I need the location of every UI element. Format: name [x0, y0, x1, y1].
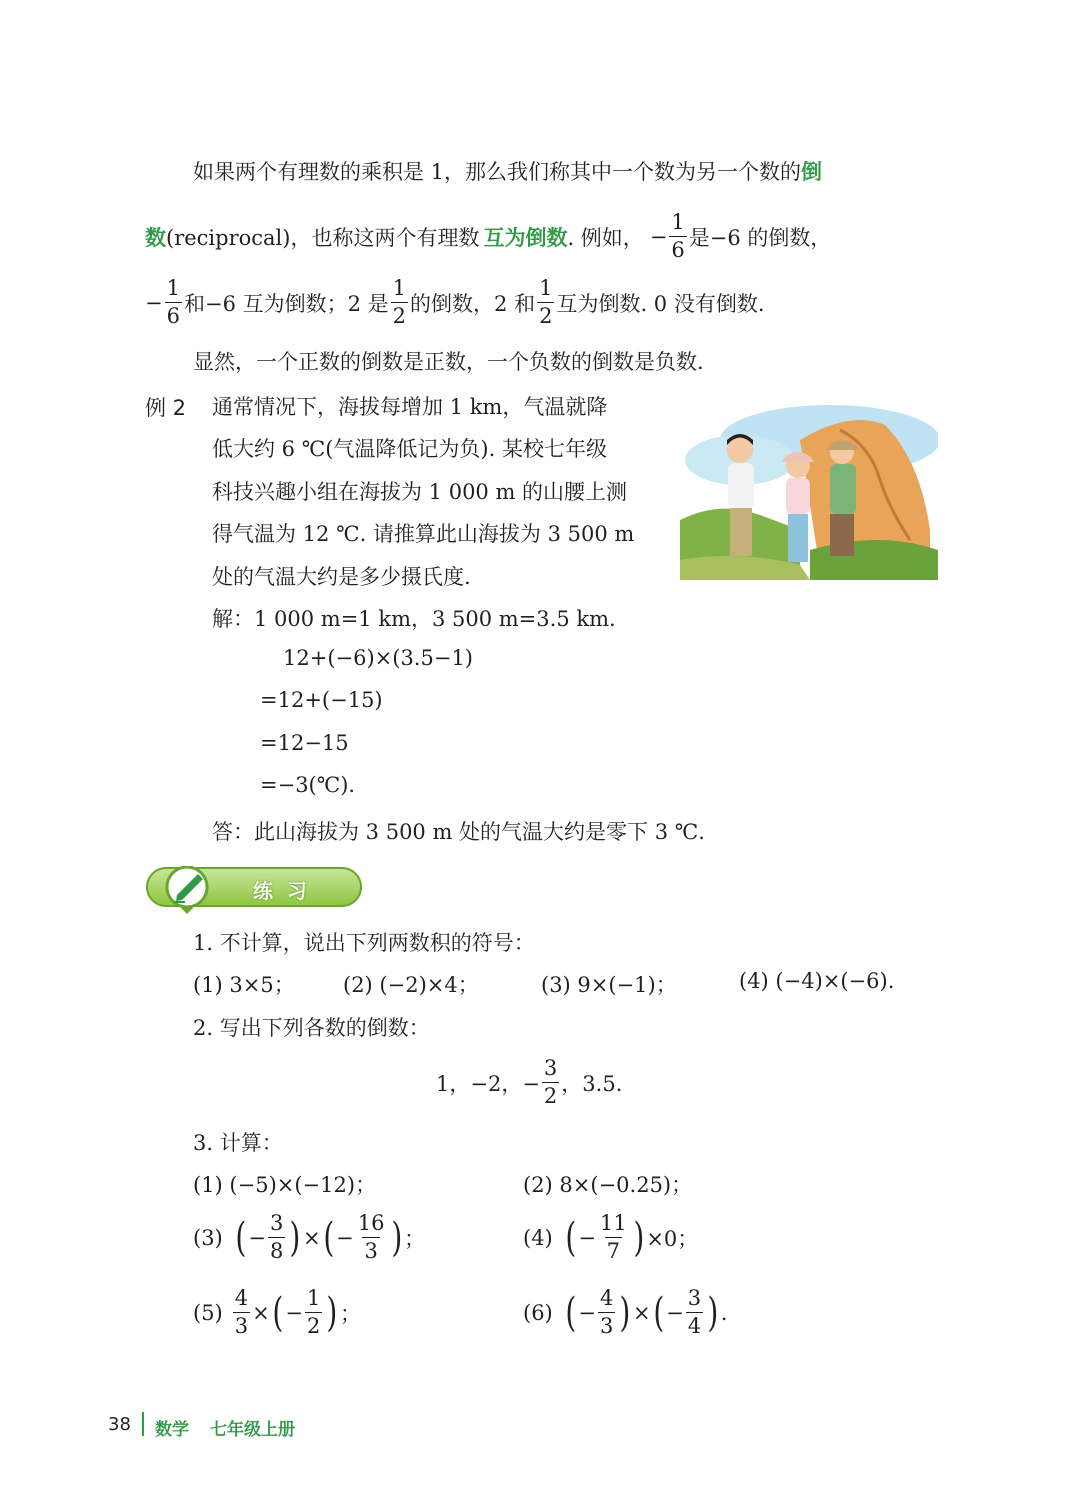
solution-line: 12+(−6)×(3.5−1): [283, 646, 473, 670]
definition-text: 互为倒数. 0 没有倒数.: [556, 291, 765, 316]
exercise-q1: 1. 不计算，说出下列两数积的符号：: [193, 931, 535, 955]
fraction: $\frac{4}{3}$: [234, 1286, 249, 1338]
fraction: $\frac{1}{6}$: [671, 210, 685, 262]
exercise-banner: [145, 866, 363, 908]
q3-item-1: (1) (−5)×(−12)；: [193, 1173, 377, 1197]
definition-line-2: [145, 212, 831, 261]
q3-item-2: (2) 8×(−0.25)；: [523, 1173, 693, 1197]
item-label: (5): [193, 1300, 223, 1325]
item-label: (4): [523, 1225, 553, 1250]
item-tail: ×0；: [646, 1226, 699, 1251]
page-number: 38: [108, 1414, 131, 1435]
q3-item-5: (5) $\frac{4}{3}$ × ( − $\frac{1}{2}$ ) ；: [193, 1286, 361, 1338]
answer-line: 答：此山海拔为 3 500 m 处的气温大约是零下 3 ℃.: [212, 820, 705, 844]
footer-grade: 七年级上册: [210, 1420, 295, 1440]
definition-text: (reciprocal)，也称这两个有理数: [166, 225, 480, 250]
q2-text: 1，−2，−: [436, 1071, 540, 1096]
fraction: $\frac{3}{2}$: [543, 1056, 558, 1108]
fraction: $\frac{1}{6}$: [166, 276, 180, 328]
definition-text: 的倒数，2 和: [410, 291, 536, 316]
example-line: 通常情况下，海拔每增加 1 km，气温就降: [212, 395, 608, 419]
pencil-icon: [171, 871, 205, 903]
fraction: $\frac{16}{3}$: [357, 1211, 385, 1263]
q1-item: (2) (−2)×4；: [343, 973, 479, 997]
solution-line: =12−15: [260, 731, 349, 755]
item-label: (6): [523, 1300, 553, 1325]
exercise-title: 练 习: [253, 879, 307, 903]
solution-line: =−3(℃).: [260, 773, 356, 797]
q3-item-3: (3) ( − $\frac{3}{8}$ ) × ( − $\frac{16}{3}$ ) ；: [193, 1211, 426, 1263]
obvious-statement: 显然，一个正数的倒数是正数，一个负数的倒数是负数.: [193, 350, 704, 374]
exercise-q2: 2. 写出下列各数的倒数：: [193, 1016, 430, 1040]
term-mutual-reciprocal: 互为倒数: [483, 225, 568, 250]
q2-numbers: [436, 1058, 622, 1107]
fraction: $\frac{1}{2}$: [392, 276, 407, 328]
definition-line-3: [145, 278, 765, 327]
minus-sign: −: [145, 290, 163, 315]
definition-text: . 例如，: [567, 225, 644, 250]
fraction: $\frac{11}{7}$: [599, 1211, 627, 1263]
q1-item: (4) (−4)×(−6).: [739, 969, 895, 993]
item-label: (3): [193, 1225, 223, 1250]
fraction: $\frac{1}{2}$: [539, 276, 553, 328]
footer-divider: [142, 1412, 144, 1436]
hikers-illustration: [680, 400, 938, 580]
example-line: 低大约 6 ℃(气温降低记为负). 某校七年级: [212, 437, 607, 461]
q1-item: (1) 3×5；: [193, 973, 295, 997]
q3-item-4: (4) ( − $\frac{11}{7}$ ) ×0；: [523, 1211, 699, 1263]
term-reciprocal: 倒: [801, 160, 823, 184]
fraction: $\frac{4}{3}$: [599, 1286, 614, 1338]
definition-text: 是−6 的倒数，: [688, 225, 832, 250]
fraction: $\frac{3}{8}$: [269, 1211, 284, 1263]
example-line: 得气温为 12 ℃. 请推算此山海拔为 3 500 m: [212, 522, 635, 546]
example-label: 例 2: [145, 396, 187, 420]
example-line: 处的气温大约是多少摄氏度.: [212, 565, 471, 589]
definition-line-1: [193, 156, 822, 186]
q3-item-6: (6) ( − $\frac{4}{3}$ ) × ( − $\frac{3}{4}$ ) .: [523, 1286, 728, 1338]
definition-text: 如果两个有理数的乘积是 1，那么我们称其中一个数为另一个数的: [193, 160, 802, 184]
definition-text: 和−6 互为倒数；2 是: [183, 291, 389, 316]
footer-subject: 数学: [155, 1420, 189, 1440]
minus-sign: −: [649, 224, 668, 249]
solution-line: 解：1 000 m=1 km，3 500 m=3.5 km.: [212, 607, 616, 631]
q1-item: (3) 9×(−1)；: [541, 973, 677, 997]
term-reciprocal-cont: 数: [145, 225, 166, 250]
fraction: $\frac{1}{2}$: [306, 1286, 321, 1338]
fraction: $\frac{3}{4}$: [687, 1286, 702, 1338]
q2-text: ，3.5.: [561, 1071, 623, 1096]
example-line: 科技兴趣小组在海拔为 1 000 m 的山腰上测: [212, 480, 628, 504]
exercise-q3: 3. 计算：: [193, 1131, 283, 1155]
solution-line: =12+(−15): [260, 688, 383, 712]
